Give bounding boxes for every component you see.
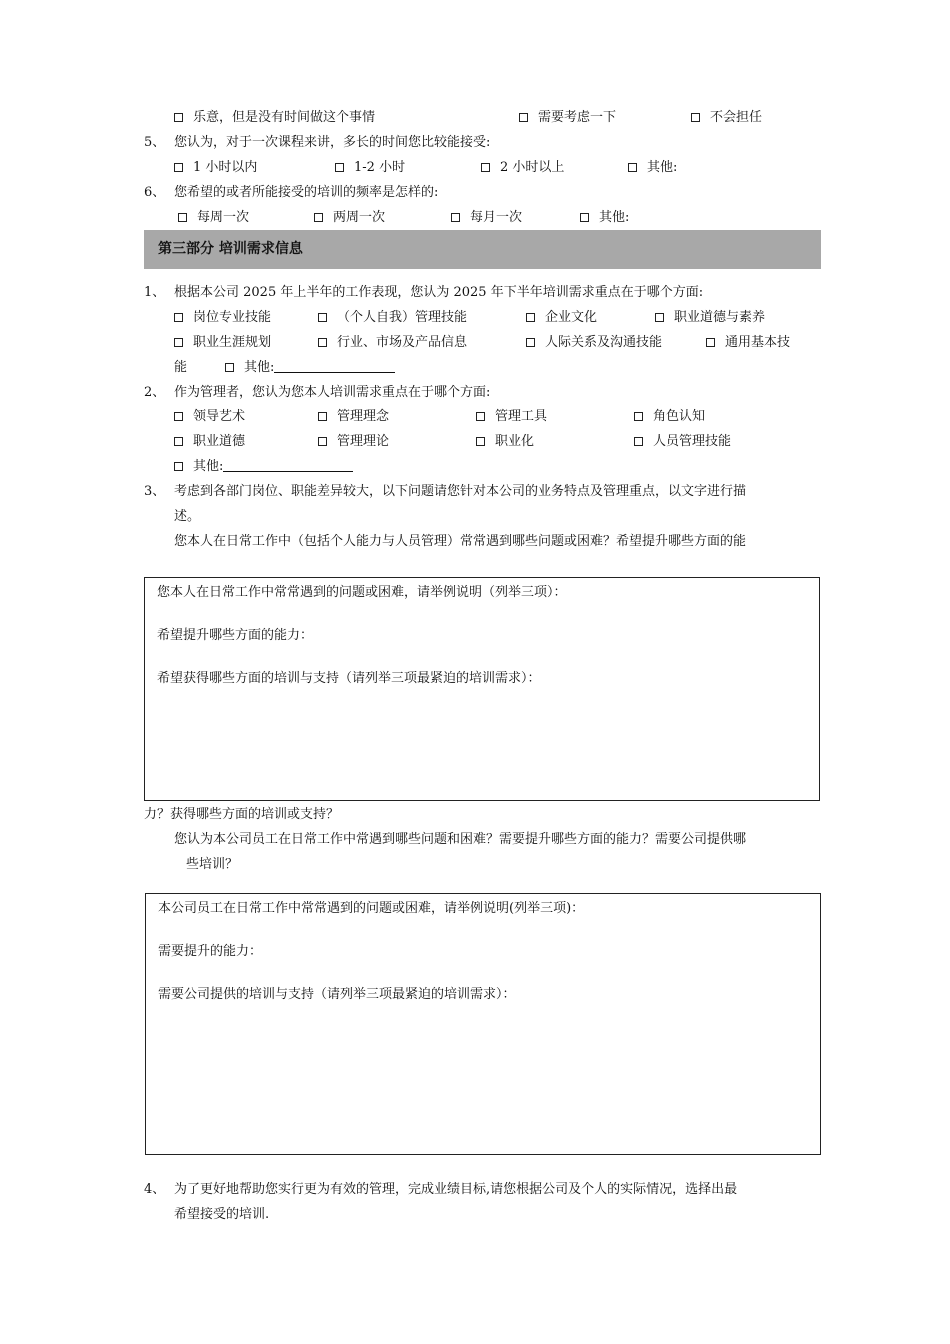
checkbox-icon[interactable] (335, 163, 344, 172)
checkbox-icon[interactable] (178, 213, 187, 222)
s3q2-number: 2、 (144, 385, 166, 400)
s3q4-text-line1: 为了更好地帮助您实行更为有效的管理，完成业绩目标,请您根据公司及个人的实际情况，选择出最 (174, 1182, 738, 1197)
q5-option-1-2h[interactable]: 1-2 小时 (335, 160, 405, 176)
checkbox-icon[interactable] (174, 338, 183, 347)
section-3-header (144, 230, 821, 269)
section-3-title: 第三部分 培训需求信息 (158, 241, 303, 257)
q6-option-biweekly[interactable]: 两周一次 (314, 210, 385, 226)
answer-box-employees[interactable] (145, 893, 821, 1155)
s3q1-option-culture[interactable]: 企业文化 (526, 310, 597, 326)
s3q1-option-communication[interactable]: 人际关系及沟通技能 (526, 335, 662, 351)
checkbox-icon[interactable] (174, 113, 183, 122)
s3q2-option-theory[interactable]: 管理理论 (318, 434, 389, 450)
box1-prompt-abilities: 希望提升哪些方面的能力： (157, 628, 314, 643)
s3q3-sub1-line2: 力？获得哪些方面的培训或支持？ (144, 807, 340, 822)
q5-option-over-2h[interactable]: 2 小时以上 (481, 160, 564, 176)
q6-option-weekly[interactable]: 每周一次 (178, 210, 249, 226)
s3q2-option-tools[interactable]: 管理工具 (476, 409, 547, 425)
s3q2-option-role[interactable]: 角色认知 (634, 409, 705, 425)
option-willing-no-time[interactable]: 乐意，但是没有时间做这个事情 (174, 110, 375, 126)
checkbox-icon[interactable] (634, 437, 643, 446)
checkbox-icon[interactable] (174, 462, 183, 471)
s3q2-option-professionalism[interactable]: 职业化 (476, 434, 534, 450)
checkbox-icon[interactable] (174, 313, 183, 322)
s3q4-number: 4、 (144, 1182, 166, 1197)
s3q4-text-line2: 希望接受的培训. (174, 1207, 270, 1222)
answer-box-personal[interactable] (144, 577, 820, 801)
box2-prompt-abilities: 需要提升的能力： (158, 944, 263, 959)
s3q3-sub2-line1: 您认为本公司员工在日常工作中常遇到哪些问题和困难？需要提升哪些方面的能力？需要公司提供哪 (174, 832, 747, 847)
checkbox-icon[interactable] (318, 412, 327, 421)
checkbox-icon[interactable] (526, 313, 535, 322)
s3q1-option-other[interactable]: 其他: (225, 360, 395, 376)
s3q3-number: 3、 (144, 484, 166, 499)
other-input-line[interactable] (274, 360, 395, 373)
q6-text: 您希望的或者所能接受的培训的频率是怎样的: (174, 185, 439, 200)
q5-number: 5、 (144, 135, 166, 150)
q5-text: 您认为，对于一次课程来讲，多长的时间您比较能接受: (174, 135, 491, 150)
checkbox-icon[interactable] (481, 163, 490, 172)
checkbox-icon[interactable] (476, 437, 485, 446)
checkbox-icon[interactable] (318, 338, 327, 347)
option-will-not-serve[interactable]: 不会担任 (691, 110, 762, 126)
s3q1-option-job-skills[interactable]: 岗位专业技能 (174, 310, 271, 326)
checkbox-icon[interactable] (580, 213, 589, 222)
s3q3-sub2-line2: 些培训？ (186, 857, 239, 872)
checkbox-icon[interactable] (655, 313, 664, 322)
box1-prompt-problems: 您本人在日常工作中常常遇到的问题或困难，请举例说明（列举三项）： (157, 585, 567, 600)
checkbox-icon[interactable] (174, 412, 183, 421)
s3q1-option-self-management[interactable]: （个人自我）管理技能 (318, 310, 467, 326)
s3q1-option-industry[interactable]: 行业、市场及产品信息 (318, 335, 467, 351)
checkbox-icon[interactable] (706, 338, 715, 347)
q5-option-other[interactable]: 其他: (628, 160, 677, 176)
checkbox-icon[interactable] (318, 313, 327, 322)
checkbox-icon[interactable] (526, 338, 535, 347)
checkbox-icon[interactable] (628, 163, 637, 172)
s3q2-option-leadership[interactable]: 领导艺术 (174, 409, 245, 425)
checkbox-icon[interactable] (318, 437, 327, 446)
q6-option-other[interactable]: 其他: (580, 210, 629, 226)
s3q2-option-ethics[interactable]: 职业道德 (174, 434, 245, 450)
box2-prompt-problems: 本公司员工在日常工作中常常遇到的问题或困难，请举例说明(列举三项)： (158, 901, 585, 916)
checkbox-icon[interactable] (691, 113, 700, 122)
s3q1-text: 根据本公司 2025 年上半年的工作表现，您认为 2025 年下半年培训需求重点在于哪个方面: (174, 285, 704, 300)
s3q1-number: 1、 (144, 285, 166, 300)
s3q3-sub1-line1: 您本人在日常工作中（包括个人能力与人员管理）常常遇到哪些问题或困难？希望提升哪些方面的能 (174, 534, 747, 549)
s3q1-wrap-text: 能 (174, 360, 188, 375)
box2-prompt-training: 需要公司提供的培训与支持（请列举三项最紧迫的培训需求）： (158, 987, 516, 1002)
checkbox-icon[interactable] (451, 213, 460, 222)
s3q2-option-people-management[interactable]: 人员管理技能 (634, 434, 731, 450)
q6-option-monthly[interactable]: 每月一次 (451, 210, 522, 226)
q5-option-under-1h[interactable]: 1 小时以内 (174, 160, 257, 176)
s3q1-option-ethics[interactable]: 职业道德与素养 (655, 310, 765, 326)
box1-prompt-training: 希望获得哪些方面的培训与支持（请列举三项最紧迫的培训需求）： (157, 671, 541, 686)
checkbox-icon[interactable] (174, 163, 183, 172)
option-need-consider[interactable]: 需要考虑一下 (519, 110, 616, 126)
checkbox-icon[interactable] (634, 412, 643, 421)
checkbox-icon[interactable] (314, 213, 323, 222)
s3q3-text-line2: 述。 (174, 509, 201, 524)
checkbox-icon[interactable] (476, 412, 485, 421)
s3q2-option-concept[interactable]: 管理理念 (318, 409, 389, 425)
checkbox-icon[interactable] (519, 113, 528, 122)
checkbox-icon[interactable] (174, 437, 183, 446)
checkbox-icon[interactable] (225, 363, 234, 372)
s3q1-option-career[interactable]: 职业生涯规划 (174, 335, 271, 351)
s3q2-option-other[interactable]: 其他: (174, 459, 353, 475)
q6-number: 6、 (144, 185, 166, 200)
s3q1-option-general[interactable]: 通用基本技 (706, 335, 790, 351)
other-input-line[interactable] (223, 459, 353, 472)
s3q3-text-line1: 考虑到各部门岗位、职能差异较大，以下问题请您针对本公司的业务特点及管理重点，以文字进行描 (174, 484, 747, 499)
s3q2-text: 作为管理者，您认为您本人培训需求重点在于哪个方面: (174, 385, 491, 400)
